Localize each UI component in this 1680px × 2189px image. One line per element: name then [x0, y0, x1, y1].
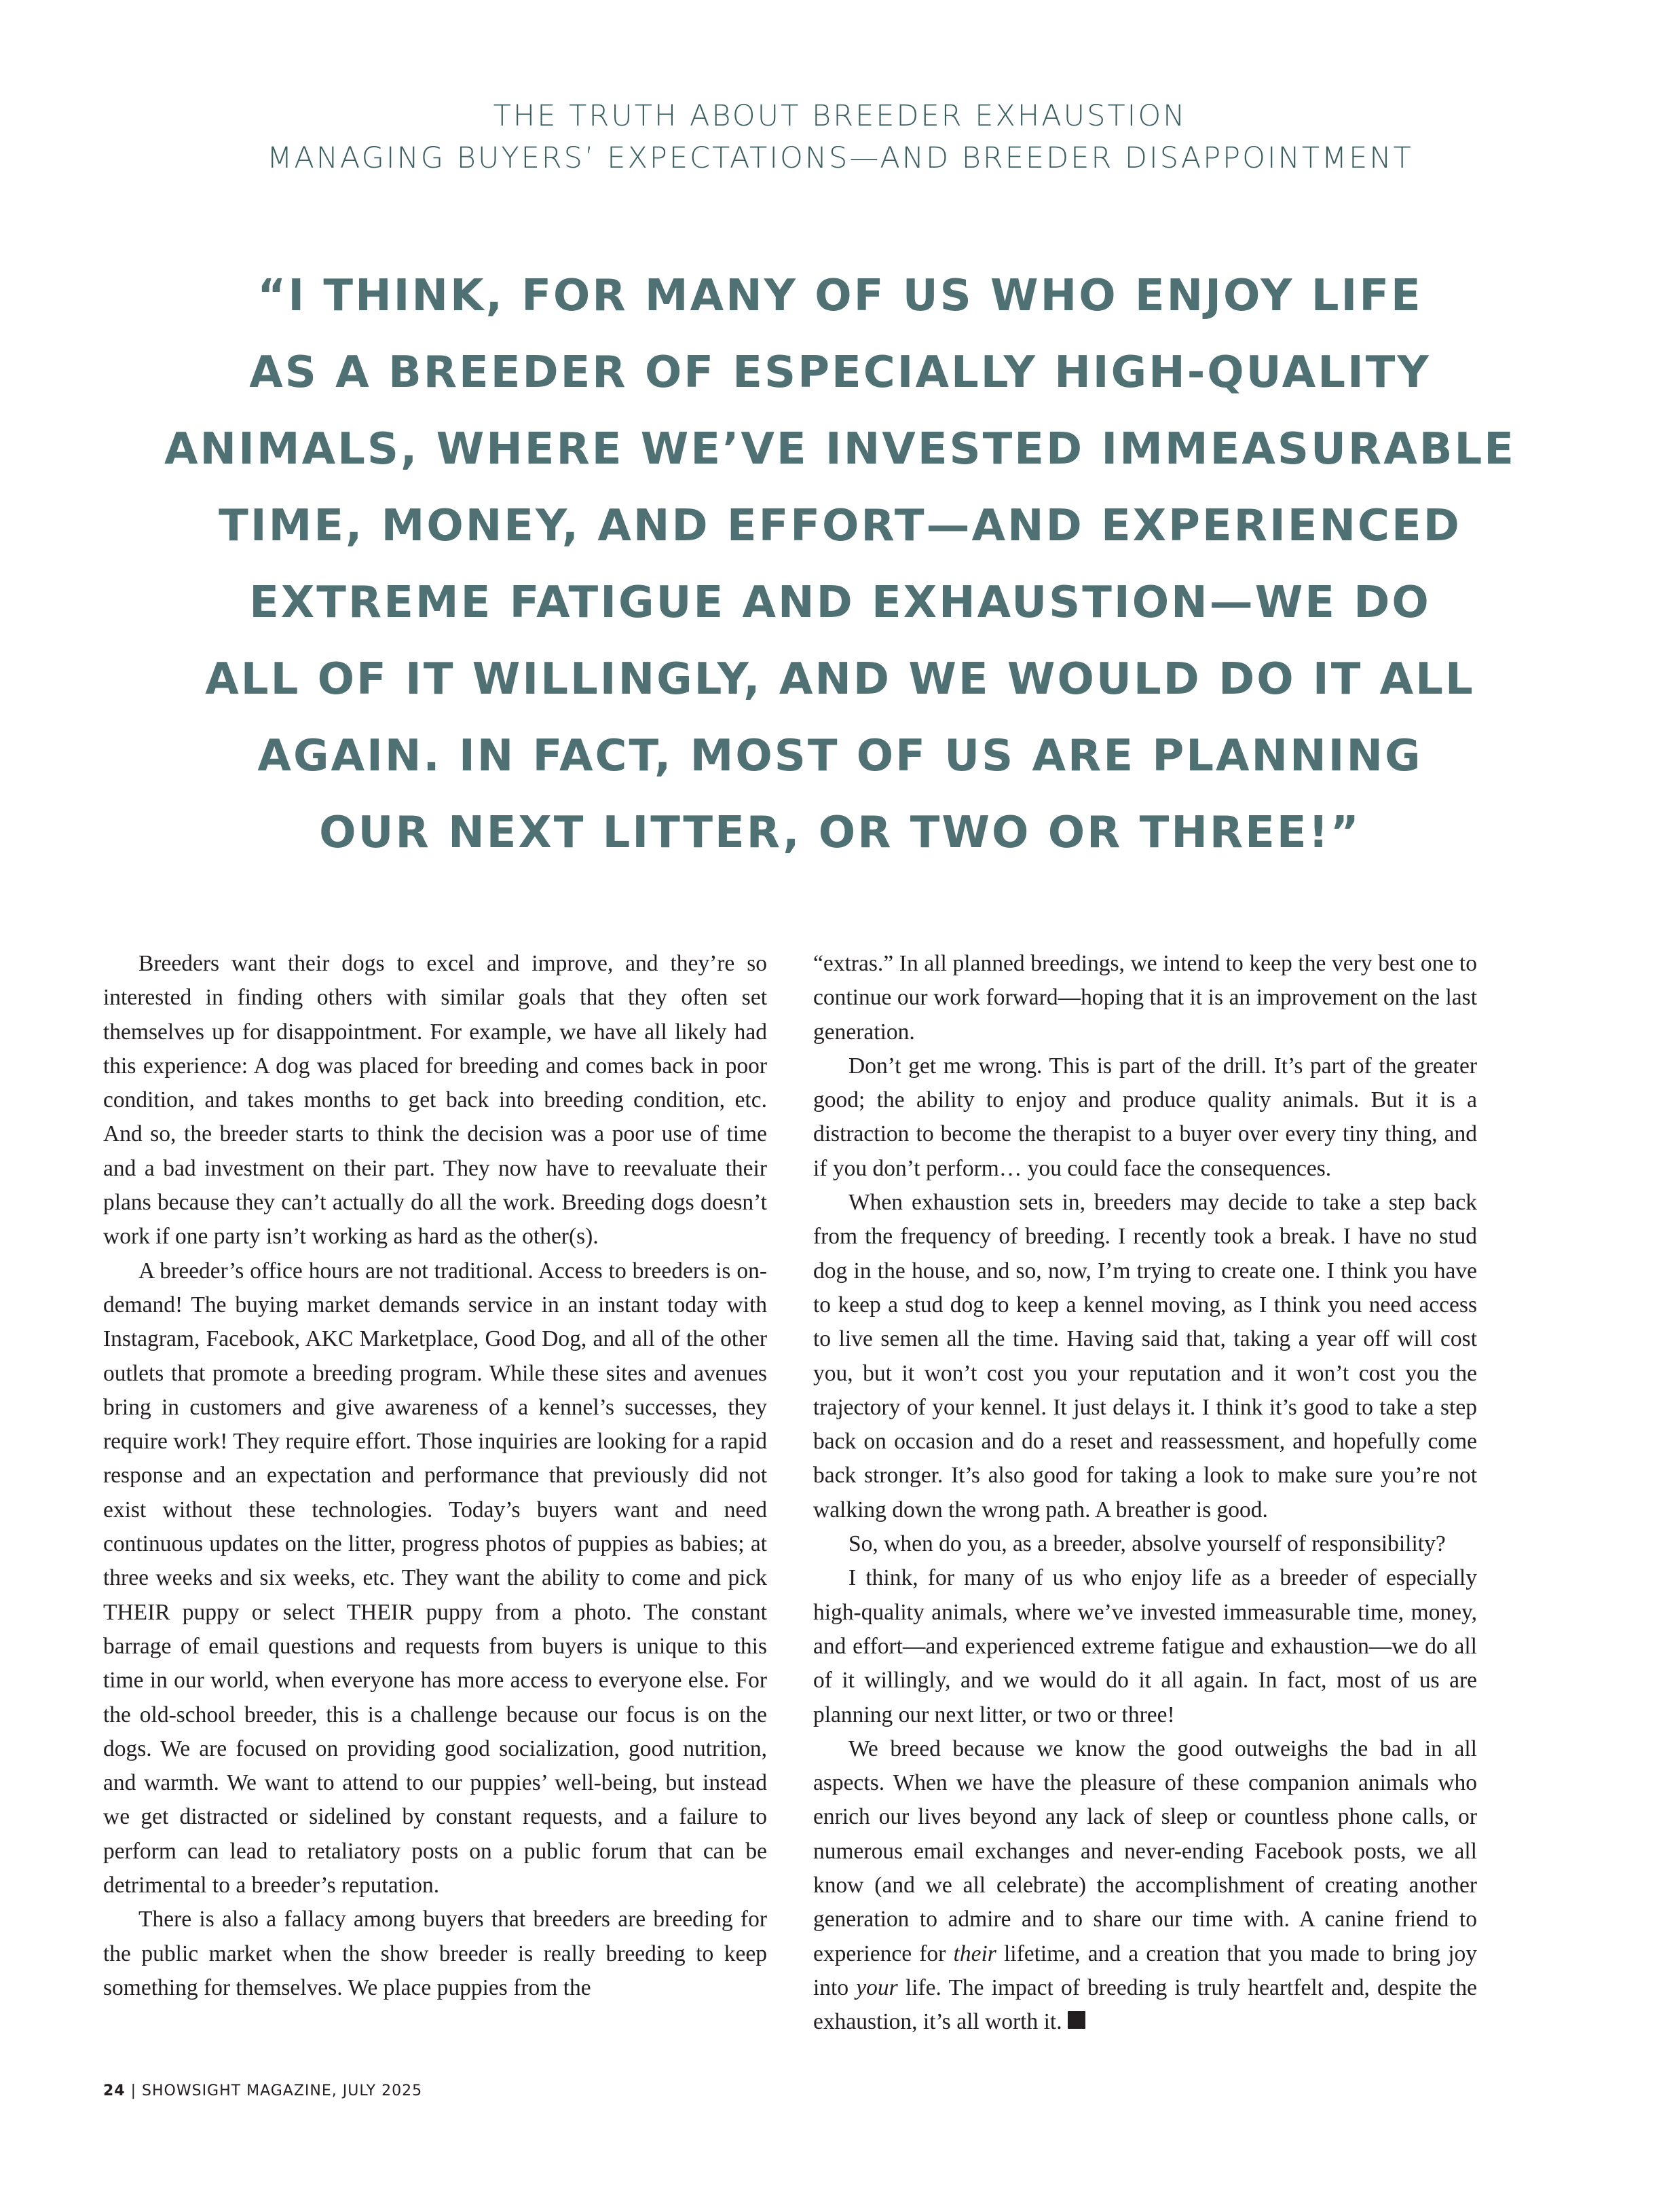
pull-quote-line: OUR NEXT LITTER, OR TWO OR THREE!” — [319, 808, 1361, 858]
page-footer — [103, 2082, 422, 2099]
final-text: lifetime, and a creation that you made to bring joy into — [813, 1941, 1478, 2000]
body-paragraph: When exhaustion sets in, breeders may decide to take a step back from the frequency of breeding. I recently took a break. I have no stud dog in the house, and so, now, I’m trying to create one. I think you have to keep a stud dog to keep a kennel moving, as I think you need access to live semen all the time. Having said that, taking a year off will cost you, but it won’t cost you your reputation and it won’t cost you the trajectory of your kennel. It just delays it. I think it’s good to take a step back on occasion and do a reset and reassessment, and hopefully come back stronger. It’s also good for taking a look to make sure you’re not walking down the wrong path. A breather is good. — [813, 1190, 1477, 1522]
article-body — [103, 947, 1477, 2040]
end-mark-icon — [1068, 2011, 1085, 2029]
body-paragraph-continued: “extras.” In all planned breedings, we intend to keep the very best one to continue our work forward—hoping that it is an improvement on the last generation. — [813, 951, 1477, 1045]
pull-quote-line: AS A BREEDER OF ESPECIALLY HIGH-QUALITY — [249, 348, 1431, 398]
body-paragraph: Don’t get me wrong. This is part of the drill. It’s part of the greater good; the ability to enjoy and produce quality animals. But it is a distraction to become the therapist to a buyer over every tiny thing, and if you don’t perform… you could face the consequences. — [813, 1053, 1477, 1181]
header-title: THE TRUTH ABOUT BREEDER EXHAUSTION — [493, 99, 1187, 133]
publication-name: SHOWSIGHT MAGAZINE, JULY 2025 — [142, 2082, 423, 2099]
final-paragraph — [813, 1732, 1477, 2040]
pull-quote-line: “I THINK, FOR MANY OF US WHO ENJOY LIFE — [257, 271, 1423, 321]
italic-text: your — [856, 1975, 898, 2000]
header-subtitle: MANAGING BUYERS’ EXPECTATIONS—AND BREEDER DISAPPOINTMENT — [267, 141, 1413, 175]
page-number: 24 — [103, 2082, 126, 2099]
pull-quote-line: EXTREME FATIGUE AND EXHAUSTION—WE DO — [249, 578, 1431, 628]
right-column — [813, 947, 1477, 2040]
pull-quote-line: ALL OF IT WILLINGLY, AND WE WOULD DO IT ALL — [205, 654, 1475, 705]
left-column — [103, 947, 767, 2040]
body-paragraph: So, when do you, as a breeder, absolve yourself of responsibility? — [848, 1531, 1446, 1557]
body-paragraph: Breeders want their dogs to excel and improve, and they’re so interested in finding others with similar goals that they often set themselves up for disappointment. For example, we have all likely had this experience: A dog was placed for breeding and comes back in poor condition, and takes months to get back into breeding condition, etc. And so, the breeder starts to think the decision was a poor use of time and a bad investment on their part. They now have to reevaluate their plans because they can’t actually do all the work. Breeding dogs doesn’t work if one party isn’t working as hard as the other(s). — [103, 951, 767, 1250]
footer-separator: | — [125, 2082, 143, 2099]
pull-quote-line: TIME, MONEY, AND EFFORT—AND EXPERIENCED — [219, 501, 1461, 551]
body-paragraph: A breeder’s office hours are not traditional. Access to breeders is on-demand! The buying market demands service in an instant today with Instagram, Facebook, AKC Marketplace, Good Dog, and all of the other outlets that promote a breeding program. While these sites and avenues bring in customers and give awareness of a kennel’s successes, they require work! They require effort. Those inquiries are looking for a rapid response and an expectation and performance that previously did not exist without these technologies. Today’s buyers want and need continuous updates on the litter, progress photos of puppies as babies; at three weeks and six weeks, etc. They want the ability to come and pick THEIR puppy or select THEIR puppy from a photo. The constant barrage of email questions and requests from buyers is unique to this time in our world, when everyone has more access to everyone else. For the old-school breeder, this is a challenge because our focus is on the dogs. We are focused on providing good socialization, good nutrition, and warmth. We want to attend to our puppies’ well-being, but instead we get distracted or sidelined by constant requests, and a failure to perform can lead to retaliatory posts on a public forum that can be detrimental to a breeder’s reputation. — [103, 1258, 767, 1898]
pull-quote-line: ANIMALS, WHERE WE’VE INVESTED IMMEASURABLE — [164, 424, 1516, 474]
pull-quote-line: AGAIN. IN FACT, MOST OF US ARE PLANNING — [257, 731, 1423, 781]
body-paragraph: There is also a fallacy among buyers that breeders are breeding for the public market when the show breeder is really breeding to keep something for themselves. We place puppies from the — [103, 1907, 767, 2000]
final-text: life. The impact of breeding is truly heartfelt and, despite the exhaustion, it’s all worth it. — [813, 1975, 1477, 2035]
article-header — [0, 95, 1680, 179]
italic-text: their — [953, 1941, 996, 1966]
pull-quote — [102, 258, 1578, 872]
body-paragraph: I think, for many of us who enjoy life as a breeder of especially high-quality animals, where we’ve invested immeasurable time, money, and effort—and experienced extreme fatigue and exhaustion—we do all of it willingly, and we would do it all again. In fact, most of us are planning our next litter, or two or three! — [813, 1565, 1477, 1727]
final-text: We breed because we know the good outweighs the bad in all aspects. When we have the pleasure of these companion animals who enrich our lives beyond any lack of sleep or countless phone calls, or numerous email exchanges and never-ending Facebook posts, we all know (and we all celebrate) the accomplishment of creating another generation to admire and to share our time with. A canine friend to experience for — [813, 1736, 1477, 1966]
